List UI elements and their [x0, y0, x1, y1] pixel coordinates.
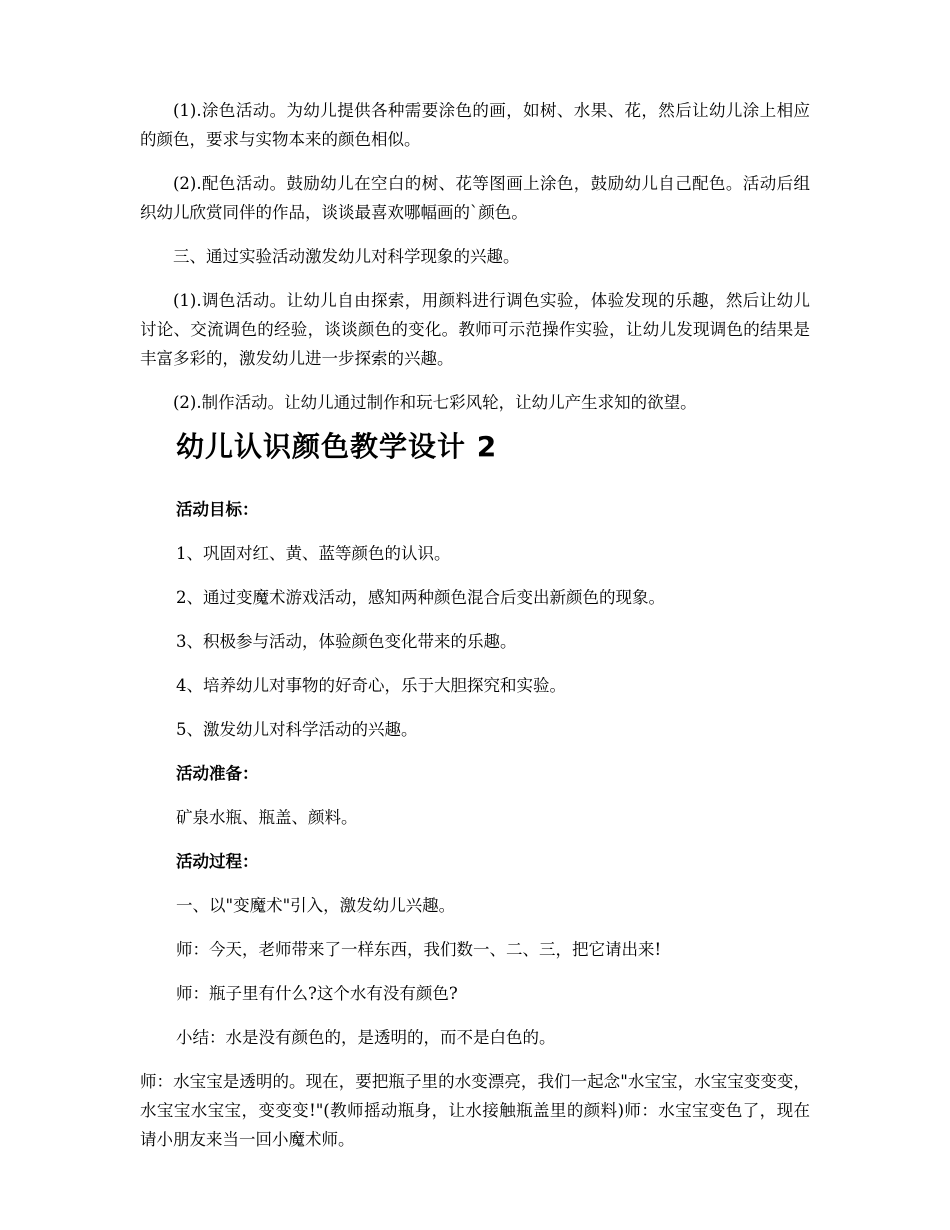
- process-item: 一、以"变魔术"引入，激发幼儿兴趣。: [176, 896, 456, 915]
- paragraph-matching: (2).配色活动。鼓励幼儿在空白的树、花等图画上涂色，鼓励幼儿自己配色。活动后组织幼儿欣赏同伴的作品，谈谈最喜欢哪幅画的`颜色。: [140, 174, 810, 222]
- process-item: 小结：水是没有颜色的，是透明的，而不是白色的。: [176, 1028, 556, 1047]
- prep-heading: 活动准备：: [176, 764, 259, 783]
- paragraph-making: (2).制作活动。让幼儿通过制作和玩七彩风轮，让幼儿产生求知的欲望。: [173, 393, 697, 412]
- process-item: 师：瓶子里有什么?这个水有没有颜色?: [176, 984, 458, 1003]
- process-heading: 活动过程：: [176, 852, 259, 871]
- paragraph-mixing: (1).调色活动。让幼儿自由探索，用颜料进行调色实验，体验发现的乐趣，然后让幼儿讨论、交流调色的经验，谈谈颜色的变化。教师可示范操作实验，让幼儿发现调色的结果是丰富多彩的，激发幼儿进一步探索的兴趣。: [140, 291, 810, 368]
- goal-item: 4、培养幼儿对事物的好奇心，乐于大胆探究和实验。: [176, 676, 566, 695]
- closing-line-2: 师：水宝宝变色了，现在请小朋友来当一回小魔术师。: [140, 1101, 810, 1149]
- goal-item: 3、积极参与活动，体验颜色变化带来的乐趣。: [176, 632, 517, 651]
- paragraph-coloring: (1).涂色活动。为幼儿提供各种需要涂色的画，如树、水果、花，然后让幼儿涂上相应的颜色，要求与实物本来的颜色相似。: [140, 101, 810, 149]
- closing-paragraph: [140, 1067, 810, 1154]
- goal-item: 1、巩固对红、黄、蓝等颜色的认识。: [176, 544, 451, 563]
- goal-item: 2、通过变魔术游戏活动，感知两种颜色混合后变出新颜色的现象。: [176, 588, 665, 607]
- goal-item: 5、激发幼儿对科学活动的兴趣。: [176, 720, 418, 739]
- section-title: 幼儿认识颜色教学设计 2: [176, 430, 498, 463]
- goals-heading: 活动目标：: [176, 500, 259, 519]
- process-item: 师：今天，老师带来了一样东西，我们数一、二、三，把它请出来!: [176, 940, 662, 959]
- paragraph-section-three: 三、通过实验活动激发幼儿对科学现象的兴趣。: [173, 247, 520, 266]
- prep-text: 矿泉水瓶、瓶盖、颜料。: [176, 808, 358, 827]
- closing-line-1: 师：水宝宝是透明的。现在，要把瓶子里的水变漂亮，我们一起念"水宝宝，水宝宝变变变，水宝宝水宝宝，变变变!"(教师摇动瓶身，让水接触瓶盖里的颜料): [140, 1072, 810, 1120]
